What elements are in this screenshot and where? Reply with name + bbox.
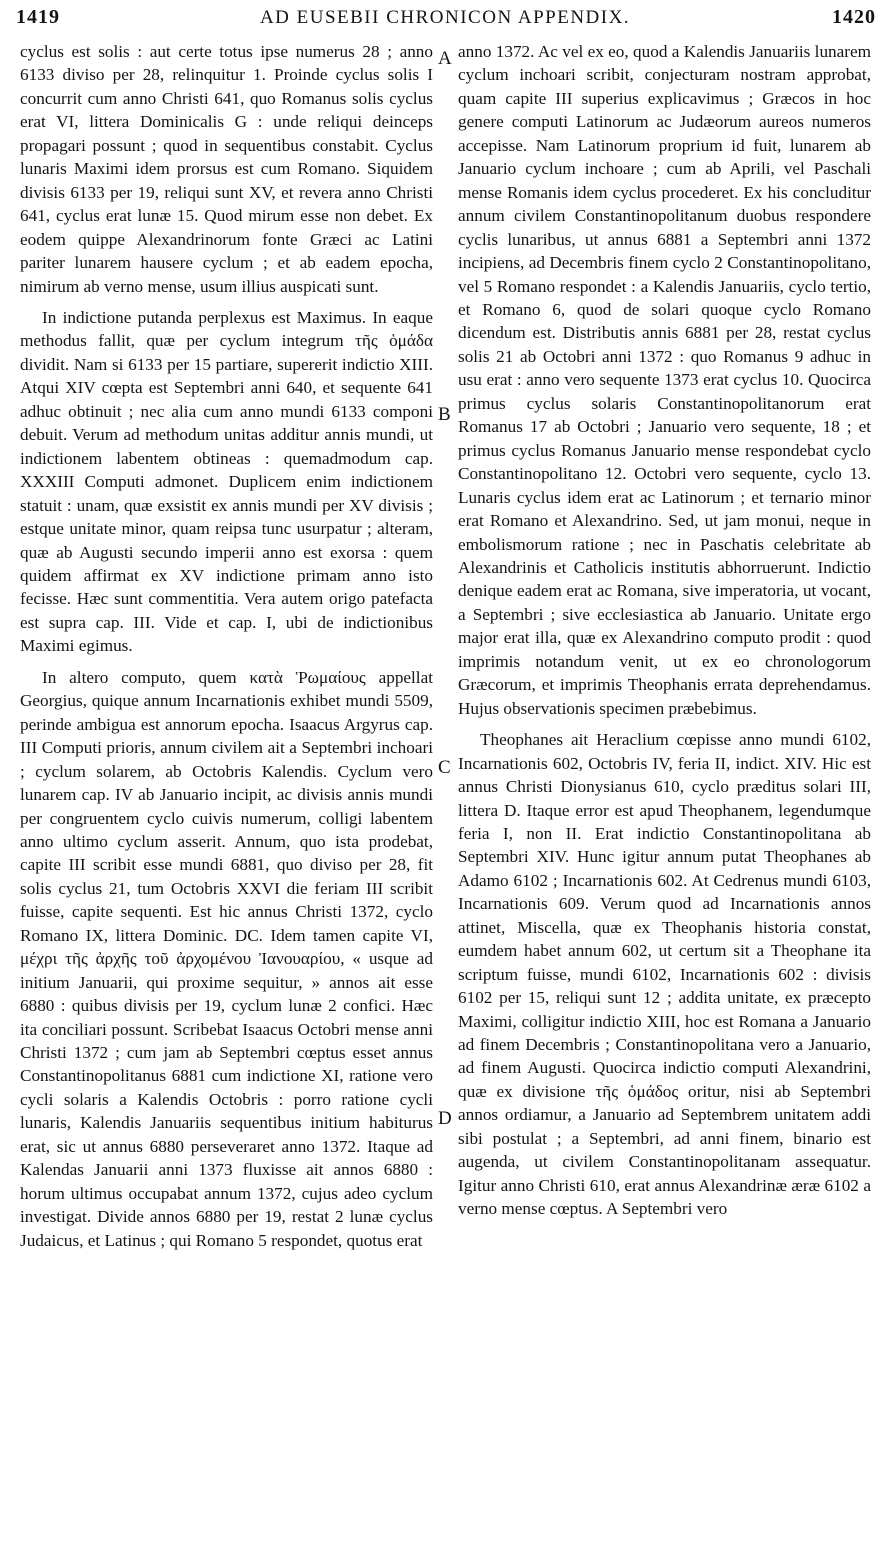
- paragraph: Theophanes ait Heraclium cœpisse anno mundi 6102, Incarnationis 602, Octobris IV, feria II, indict. XIV. Hic est annus Christi Dionysianus 610, cyclo præditus solari III, littera D. Itaque error est apud Theophanem, legendumque feria I, non II. Erat indictio Constantinopolitana ab Septembri XIV. Hunc igitur annum putat Theophanes ab Adamo 6102 ; Incarnationis 602. At Cedrenus mundi 6103, Incarnationis 609. Verum quod ad Incarnationis annos attinet, Miscella, quæ ex Theophanis historia constat, eumdem habet annum 602, ut certum sit a Theophane ita scriptum fuisse, mundi 6102, Incarnationis 602 : divisis 6102 per 15, reliqui sunt 12 ; addita unitate, ex præcepto Maximi, colligitur indictio XIII, hoc est Romana a Januario ad finem Decembris ; Constantinopolitana vero a Januario, ad finem Augusti. Quocirca indictio computi Alexandrini, quæ ex divisione τῆς ὁμάδος oritur, nisi ab Septembri annos ordiamur, a Januario ad Septembrem unitatem addi sibi postulat ; a Septembri, ad anni finem, binario est augenda, ut civilem Constantinopolitanam assequatur. Igitur anno Christi 610, erat annus Alexandrinæ æræ 6102 a verno mense cœptus. A Septembri vero: [458, 730, 871, 1219]
- paragraph: In altero computo, quem κατὰ Ῥωμαίους appellat Georgius, quique annum Incarnationis exhibet mundi 5509, perinde ambigua est annorum epocha. Isaacus Argyrus cap. III Computi prioris, annum civilem ait a Septembri inchoari ; cyclum solarem, ab Octobris Kalendis. Cyclum vero lunarem cap. IV ab Januario incipit, ac divisis annis mundi per congruentem cyclo cuivis numerum, colligi labentem anno ultimo cyclum asserit. Annum, quo ista prodebat, capite III scribit esse mundi 6881, quo diviso per 28, fit solis cyclus 21, tum Octobris XXVI die feriam III scribit fuisse, capite sequenti. Est hic annus Christi 1372, cyclo Romano IX, littera Dominic. DC. Idem tamen capite VI, μέχρι τῆς ἀρχῆς τοῦ ἀρχομένου Ἰανουαρίου, « usque ad initium Januarii, qui proxime sequitur, » annos ait esse 6880 : quibus divisis per 19, cyclum lunæ 2 confici. Hæc ita conciliari possunt. Scribebat Isaacus Octobri mense anni Christi 1372 ; cum jam ab Septembri cœptus esset annus Constantinopolitanus 6881 cum indictione XI, ratione vero cycli solaris a Kalendis Octobris : porro ratione cycli lunaris, Kalendis Januariis sequentibus initium habiturus erat, sic ut annus 6880 perseveraret anno 1372. Itaque ad Kalendas Januarii anni 1373 fluxisse ait annos 6880 : horum ultimus occupabat annum 1372, cujus adeo cyclum investigat. Divide annos 6880 per 19, restat 2 lunæ cyclus Judaicus, et Latinus ; qui Romano 5 respondet, quotus erat: [20, 667, 433, 1250]
- left-column: [20, 40, 433, 1252]
- margin-marker-b: B: [438, 404, 451, 425]
- right-column: [458, 40, 871, 1221]
- paragraph: In indictione putanda perplexus est Maximus. In eaque methodus fallit, quæ per cyclum integrum τῆς ὁμάδα dividit. Nam si 6133 per 15 partiare, supererit indictio XIII. Atqui XIV cœpta est Septembri anni 640, et sequente 641 adhuc obtinuit ; nec alia cum anno mundi 6133 componi debuit. Verum ad methodum unitas additur annis mundi, ut indictionem labentem obtineas : quemadmodum cap. XXXIII Computi admonet. Duplicem enim indictionem statuit : unam, quæ exsistit ex annis mundi per XV divisis ; estque unitate minor, quam reipsa tunc usurpatur ; alteram, quæ ab Augusti secundo imperii anno est exorsa : quem quidem affirmat ex XV indictione primam anno isto fecisse. Hæc sunt commentitia. Vera autem origo patefacta est supra cap. III. Vide et cap. I, ubi de indictionibus Maximi egimus.: [20, 307, 433, 656]
- paragraph: cyclus est solis : aut certe totus ipse numerus 28 ; anno 6133 diviso per 28, relinquitur 1. Proinde cyclus solis I concurrit cum anno Christi 641, quo Romanus solis cyclus erat VI, littera Dominicalis G : unde reliqui deinceps propagari possunt ; quod in sequentibus constabit. Cyclus lunaris Maximi idem prorsus est cum Romano. Siquidem divisis 6133 per 19, reliqui sunt XV, et revera anno Christi 641, cyclus erat lunæ 15. Quod mirum esse non debet. Ex eodem quippe Alexandrinorum fonte Græci ac Latini pariter lunarem hausere cyclum ; et ab eadem epocha, nimirum ab verno mense, usum illius auspicati sunt.: [20, 42, 433, 296]
- page-number-right: 1420: [832, 6, 876, 28]
- margin-marker-d: D: [438, 1108, 452, 1129]
- page-number-left: 1419: [16, 6, 60, 28]
- page-header: [0, 0, 890, 40]
- margin-marker-c: C: [438, 757, 451, 778]
- margin-marker-a: A: [438, 48, 452, 69]
- paragraph: anno 1372. Ac vel ex eo, quod a Kalendis Januariis lunarem cyclum inchoari scribit, conjecturam nostram approbat, quam capite III superius explicavimus ; Græcos in hoc genere computi Latinorum ac Judæorum aureos numeros accepisse. Nam Latinorum proprium id fuit, lunarem ab Januario cyclum inchoare ; cum ab Aprili, vel Paschali mense Romanis idem cyclus procederet. Ex his concluditur annum civilem Constantinopolitanum duobus respondere cyclis lunaribus, ut annus 6881 a Septembri anni 1372 incipiens, ad Decembris finem cyclo 2 Constantinopolitano, vel 5 Romano respondet : a Kalendis Januariis, cyclo tertio, et Romano 6, quod de solari quoque cyclo Romano dicendum est. Distributis annis 6881 per 28, restat cyclus solis 21 ab Octobri anni 1372 : quo Romanus 9 adhuc in usu erat : anno vero sequente 1373 erat cyclus 10. Quocirca primus cyclus solaris Constantinopolitanorum erat Romanus 17 ab Octobri ; Januario vero sequente, 18 ; et primus cyclus Romanus Januario mense respondebat cyclo Constantinopolitano 12. Octobri vero sequente, cyclo 13. Lunaris cyclus idem erat ac Latinorum ; et ternario minor erat Romano et Alexandrino. Sed, ut jam monui, neque in embolismorum ratione ; nec in Paschatis celebritate ab Alexandrinis et Catholicis institutis abhorruerunt. Indictio denique eadem erat ac Romana, sive imperatoria, ut vocant, a Septembri ; sive ecclesiastica ab Januario. Unitate ergo major erat illa, quæ ex Alexandrino computo prodit : quod imprimis notandum venit, ut ex eo chronologorum Græcorum, et imprimis Theophanis errata deprehendamus. Hujus observationis specimen præbebimus.: [458, 42, 871, 718]
- running-title: AD EUSEBII CHRONICON APPENDIX.: [259, 7, 631, 28]
